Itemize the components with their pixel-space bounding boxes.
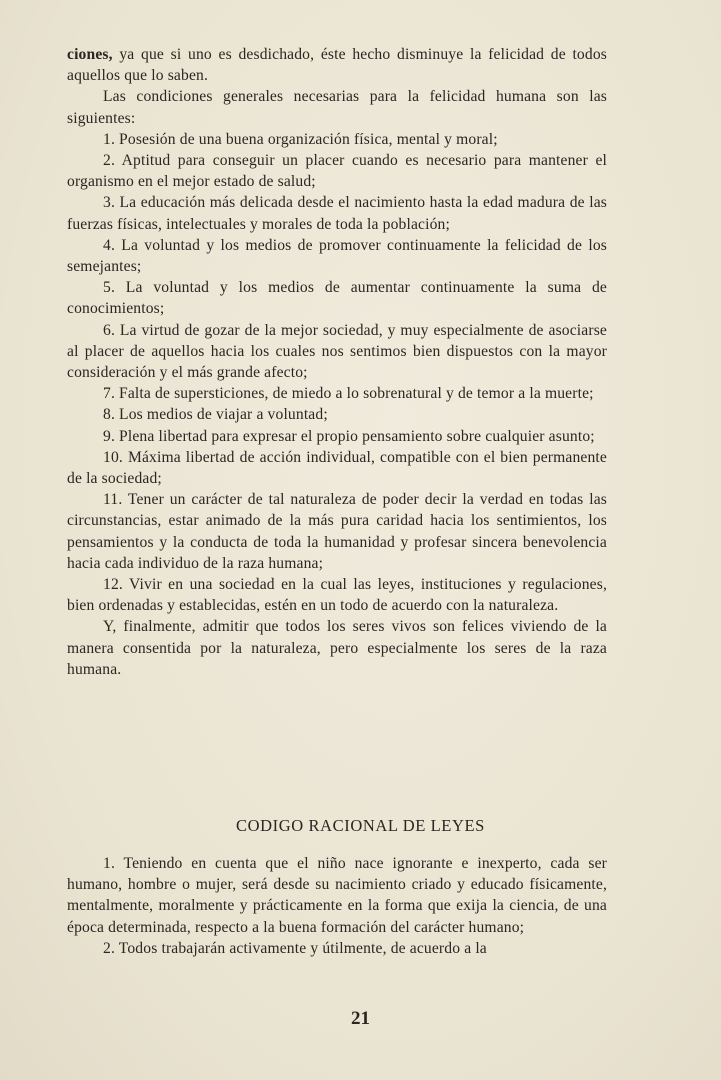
happiness-conditions-section (67, 44, 607, 680)
condition-item: 12. Vivir en una sociedad en la cual las leyes, instituciones y regulaciones, bien ordenadas y establecidas, estén en un todo de acuerdo con la naturaleza. (67, 576, 607, 615)
condition-item: 4. La voluntad y los medios de promover continuamente la felicidad de los semejantes; (67, 236, 607, 276)
conditions-intro-paragraph: Las condiciones generales necesarias para la felicidad humana son las siguientes: (67, 88, 607, 127)
intro-continuation-text: ya que si uno es desdichado, éste hecho disminuye la felicidad de todos aquellos que lo saben. (67, 46, 607, 85)
page-number: 21 (351, 1008, 370, 1029)
condition-item: 1. Posesión de una buena organización física, mental y moral; (103, 130, 498, 148)
hyphenated-word-fragment: ciones, (67, 46, 113, 63)
section-heading: CODIGO RACIONAL DE LEYES (236, 816, 485, 835)
condition-item: 3. La educación más delicada desde el nacimiento hasta la edad madura de las fuerzas físicas, intelectuales y morales de toda la población; (67, 194, 607, 233)
law-item: 1. Teniendo en cuenta que el niño nace ignorante e inexperto, cada ser humano, hombre o mujer, será desde su nacimiento criado y educado físicamente, mentalmente, moralmente y prácticamente en la forma que exija la ciencia, de una época determinada, respecto a la buena formación del carácter humano; (67, 855, 607, 936)
intro-continuation-paragraph (67, 44, 607, 86)
condition-item: 6. La virtud de gozar de la mejor sociedad, y muy especialmente de asociarse al placer de aquellos hacia los cuales nos sentimos bien dispuestos con la mayor consideración y el más grande afecto; (67, 321, 607, 382)
condition-item: 9. Plena libertad para expresar el propio pensamiento sobre cualquier asunto; (103, 427, 595, 445)
condition-item: 7. Falta de supersticiones, de miedo a lo sobrenatural y de temor a la muerte; (103, 385, 594, 403)
condition-item: 2. Aptitud para conseguir un placer cuando es necesario para mantener el organismo en el mejor estado de salud; (67, 152, 607, 191)
condition-item: 10. Máxima libertad de acción individual, compatible con el bien permanente de la sociedad; (67, 448, 607, 488)
condition-item: 8. Los medios de viajar a voluntad; (103, 406, 328, 424)
condition-item: 11. Tener un carácter de tal naturaleza de poder decir la verdad en todas las circunstancias, estar animado de la más pura caridad hacia los sentimientos, los pensamientos y la conducta de toda la humanidad y profesar sincera benevolencia hacia cada individuo de la raza humana; (67, 491, 607, 572)
condition-item: 5. La voluntad y los medios de aumentar continuamente la suma de conocimientos; (67, 279, 607, 318)
rational-code-section (67, 853, 607, 959)
conclusion-paragraph: Y, finalmente, admitir que todos los seres vivos son felices viviendo de la manera consentida por la naturaleza, pero especialmente los seres de la raza humana. (67, 618, 607, 678)
law-item: 2. Todos trabajarán activamente y útilmente, de acuerdo a la (103, 939, 487, 957)
